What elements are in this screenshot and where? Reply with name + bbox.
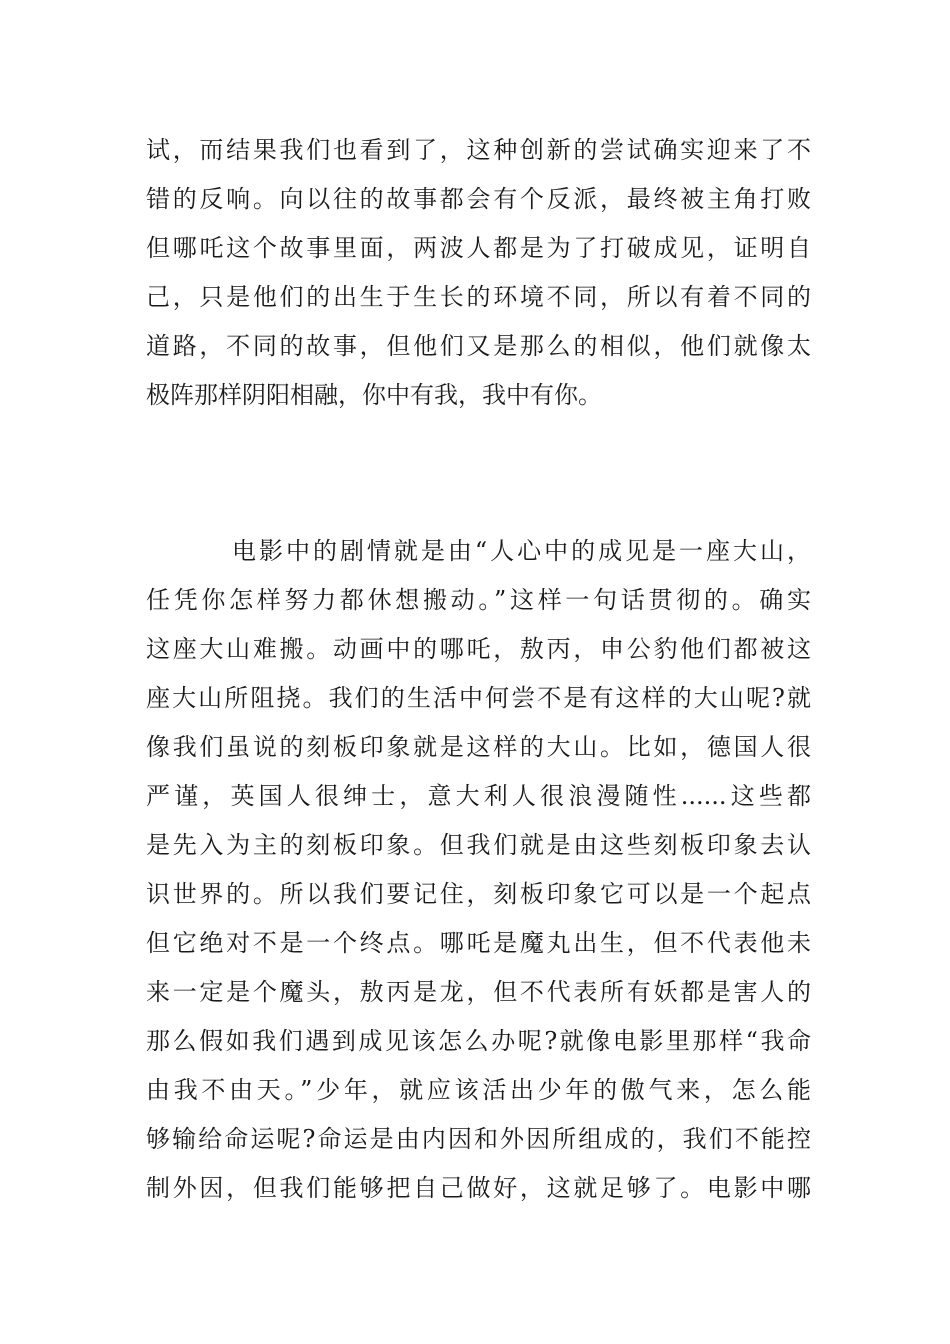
text-line: 错的反响。向以往的故事都会有个反派，最终被主角打败: [146, 185, 811, 213]
paragraph-2: [146, 527, 811, 1213]
text-line: 识世界的。所以我们要记住，刻板印象它可以是一个起点: [146, 880, 811, 908]
text-line: 己，只是他们的出生于生长的环境不同，所以有着不同的: [146, 283, 811, 311]
text-line: 任凭你怎样努力都休想搬动。”这样一句话贯彻的。确实: [146, 586, 811, 614]
text-line: 制外因，但我们能够把自己做好，这就足够了。电影中哪: [146, 1174, 811, 1202]
text-line: 座大山所阻挠。我们的生活中何尝不是有这样的大山呢?就: [146, 684, 811, 712]
text-line: 由我不由天。”少年，就应该活出少年的傲气来，怎么能: [146, 1076, 811, 1104]
text-line: 是先入为主的刻板印象。但我们就是由这些刻板印象去认: [146, 831, 811, 859]
text-line: 够输给命运呢?命运是由内因和外因所组成的，我们不能控: [146, 1125, 811, 1153]
text-line-indented: 电影中的剧情就是由“人心中的成见是一座大山，: [232, 537, 811, 565]
text-line: 极阵那样阴阳相融，你中有我，我中有你。: [146, 381, 602, 409]
text-line: 严谨，英国人很绅士，意大利人很浪漫随性......这些都: [146, 782, 811, 810]
text-line: 那么假如我们遇到成见该怎么办呢?就像电影里那样“我命: [146, 1027, 811, 1055]
text-line: 来一定是个魔头，敖丙是龙，但不代表所有妖都是害人的: [146, 978, 811, 1006]
text-line: 但哪吒这个故事里面，两波人都是为了打破成见，证明自: [146, 234, 811, 262]
text-line: 这座大山难搬。动画中的哪吒，敖丙，申公豹他们都被这: [146, 635, 811, 663]
text-line: 道路，不同的故事，但他们又是那么的相似，他们就像太: [146, 332, 811, 360]
paragraph-1: [146, 126, 811, 420]
text-line: 但它绝对不是一个终点。哪吒是魔丸出生，但不代表他未: [146, 929, 811, 957]
text-line: 试，而结果我们也看到了，这种创新的尝试确实迎来了不: [146, 136, 811, 164]
text-line: 像我们虽说的刻板印象就是这样的大山。比如，德国人很: [146, 733, 811, 761]
